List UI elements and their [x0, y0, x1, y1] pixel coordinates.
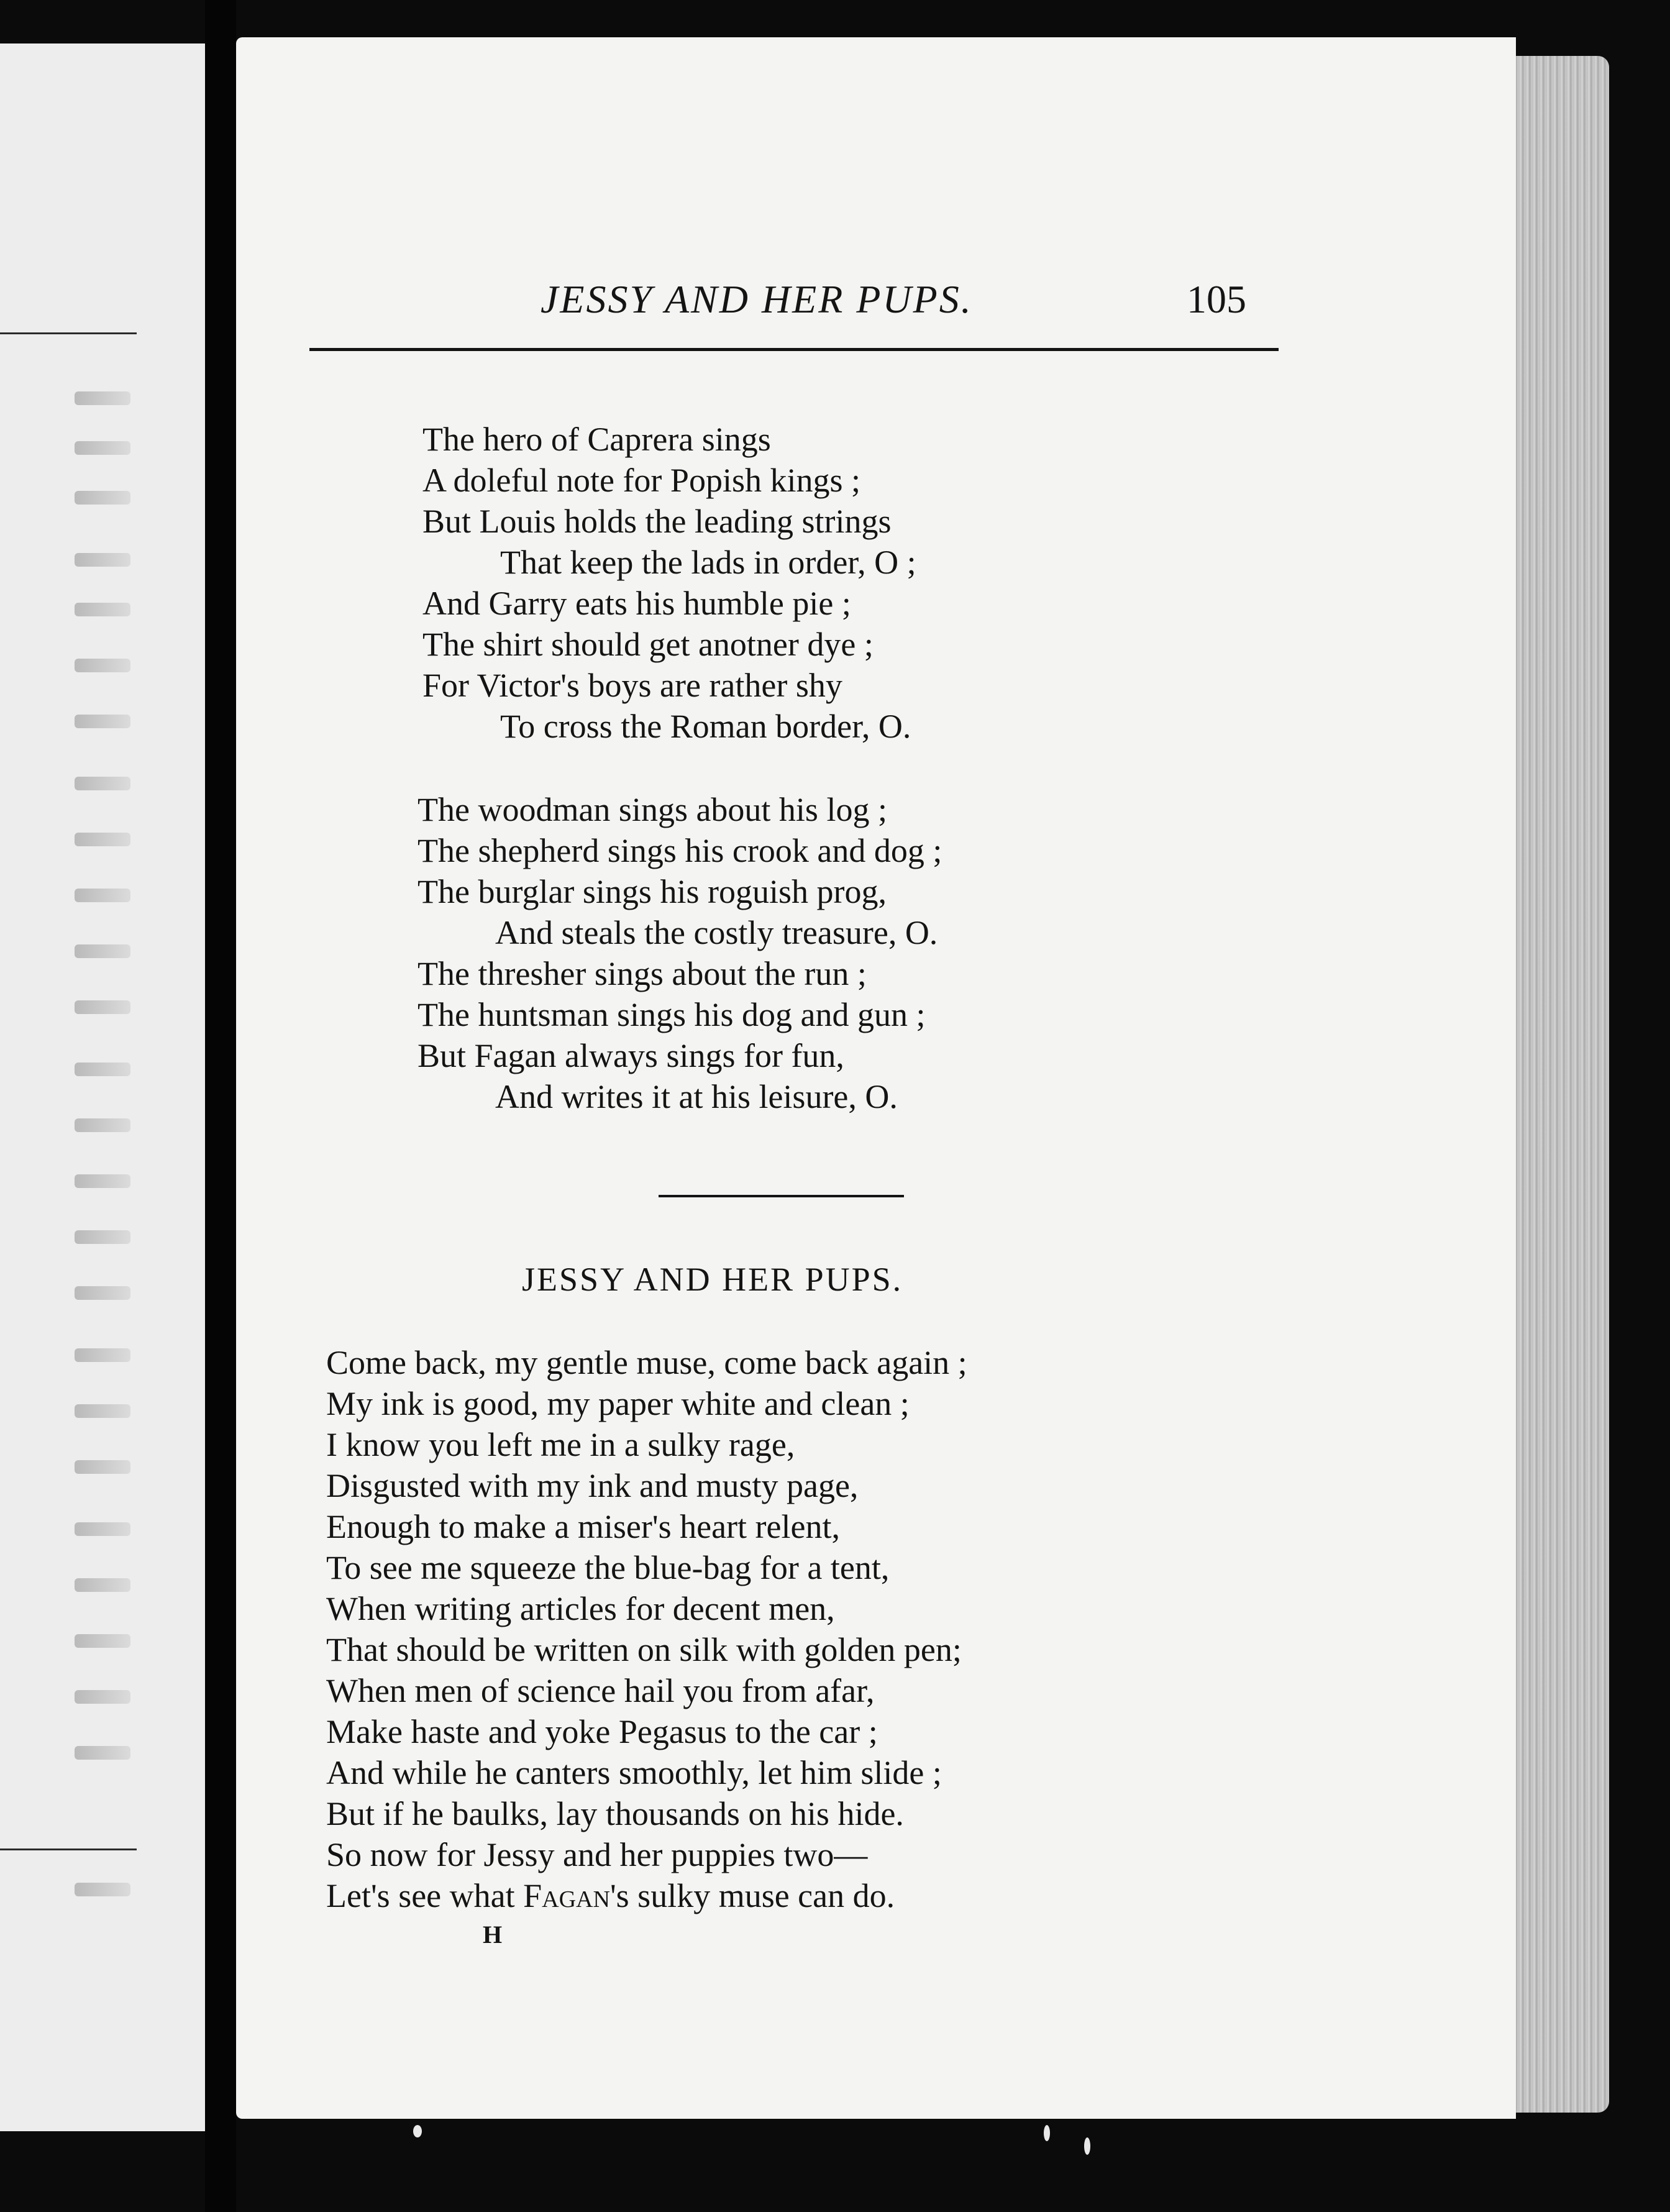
left-page-bleed-text [75, 553, 130, 567]
left-page-bleed-text [75, 603, 130, 616]
verse-line: But Louis holds the leading strings [422, 503, 892, 540]
left-page-bleed-text [75, 1118, 130, 1132]
verse-line: And writes it at his leisure, O. [495, 1078, 898, 1115]
left-facing-page [0, 43, 205, 2131]
header-rule [309, 348, 1279, 351]
verse-line: To see me squeeze the blue-bag for a tent, [326, 1549, 890, 1586]
verse-line: Disgusted with my ink and musty page, [326, 1467, 859, 1504]
left-page-bleed-text [75, 1522, 130, 1536]
running-head: JESSY AND HER PUPS. [541, 277, 973, 321]
left-page-rule-bottom [0, 1849, 137, 1850]
verse-line-last [326, 1875, 967, 1916]
stanza [418, 789, 942, 1117]
scan-speck [1084, 2137, 1090, 2155]
poem-title: JESSY AND HER PUPS. [522, 1261, 903, 1298]
left-page-bleed-text [75, 1634, 130, 1648]
left-page-bleed-text [75, 1690, 130, 1704]
left-page-bleed-text [75, 1000, 130, 1014]
verse-line: The hero of Caprera sings [422, 421, 771, 458]
verse-line: And Garry eats his humble pie ; [422, 585, 851, 622]
stanza [422, 419, 916, 747]
left-page-bleed-text [75, 441, 130, 455]
poem-body [326, 1342, 967, 1916]
left-page-bleed-text [75, 889, 130, 902]
verse-line: For Victor's boys are rather shy [422, 667, 842, 704]
book-gutter [205, 0, 236, 2212]
verse-line: The thresher sings about the run ; [418, 955, 867, 992]
left-page-bleed-text [75, 391, 130, 405]
left-page-bleed-text [75, 1404, 130, 1418]
left-page-bleed-text [75, 659, 130, 672]
scan-speck [1044, 2125, 1050, 2141]
left-page-bleed-text [75, 1883, 130, 1896]
verse-line-start: Let's see what [326, 1877, 515, 1914]
verse-line: Enough to make a miser's heart relent, [326, 1508, 840, 1545]
verse-line: The huntsman sings his dog and gun ; [418, 996, 926, 1033]
left-page-bleed-text [75, 1746, 130, 1760]
verse-line: The woodman sings about his log ; [418, 791, 887, 828]
left-page-bleed-text [75, 1286, 130, 1300]
verse-line: So now for Jessy and her puppies two— [326, 1836, 868, 1873]
left-page-bleed-text [75, 1230, 130, 1244]
verse-line: A doleful note for Popish kings ; [422, 462, 860, 499]
scan-speck [413, 2125, 422, 2137]
author-name: Fagan [523, 1877, 610, 1914]
left-page-bleed-text [75, 1578, 130, 1592]
left-page-bleed-text [75, 715, 130, 728]
verse-line: Come back, my gentle muse, come back again ; [326, 1344, 967, 1381]
verse-line: And while he canters smoothly, let him slide ; [326, 1754, 942, 1791]
page-number: 105 [1187, 277, 1246, 321]
left-page-bleed-text [75, 1348, 130, 1362]
verse-line: That should be written on silk with golden pen; [326, 1631, 962, 1668]
right-page [236, 37, 1516, 2119]
verse-line: My ink is good, my paper white and clean ; [326, 1385, 910, 1422]
verse-line: When men of science hail you from afar, [326, 1672, 875, 1709]
left-page-rule-top [0, 332, 137, 334]
left-page-bleed-text [75, 491, 130, 505]
section-divider [659, 1195, 904, 1197]
verse-line-end: 's sulky muse can do. [609, 1877, 895, 1914]
verse-line: But if he baulks, lay thousands on his hide. [326, 1795, 904, 1832]
verse-line: To cross the Roman border, O. [500, 708, 911, 745]
verse-line: But Fagan always sings for fun, [418, 1037, 844, 1074]
left-page-bleed-text [75, 1460, 130, 1474]
verse-line: The shepherd sings his crook and dog ; [418, 832, 942, 869]
signature-mark: H [483, 1921, 503, 1949]
left-page-bleed-text [75, 1174, 130, 1188]
page-content [236, 37, 1516, 2119]
left-page-bleed-text [75, 1063, 130, 1076]
verse-line: The burglar sings his roguish prog, [418, 873, 887, 910]
left-page-bleed-text [75, 944, 130, 958]
left-page-bleed-text [75, 833, 130, 846]
left-page-bleed-text [75, 777, 130, 790]
verse-line: Make haste and yoke Pegasus to the car ; [326, 1713, 878, 1750]
verse-line: The shirt should get anotner dye ; [422, 626, 874, 663]
verse-line: That keep the lads in order, O ; [500, 544, 916, 581]
verse-line: And steals the costly treasure, O. [495, 914, 938, 951]
verse-line: I know you left me in a sulky rage, [326, 1426, 795, 1463]
verse-line: When writing articles for decent men, [326, 1590, 835, 1627]
